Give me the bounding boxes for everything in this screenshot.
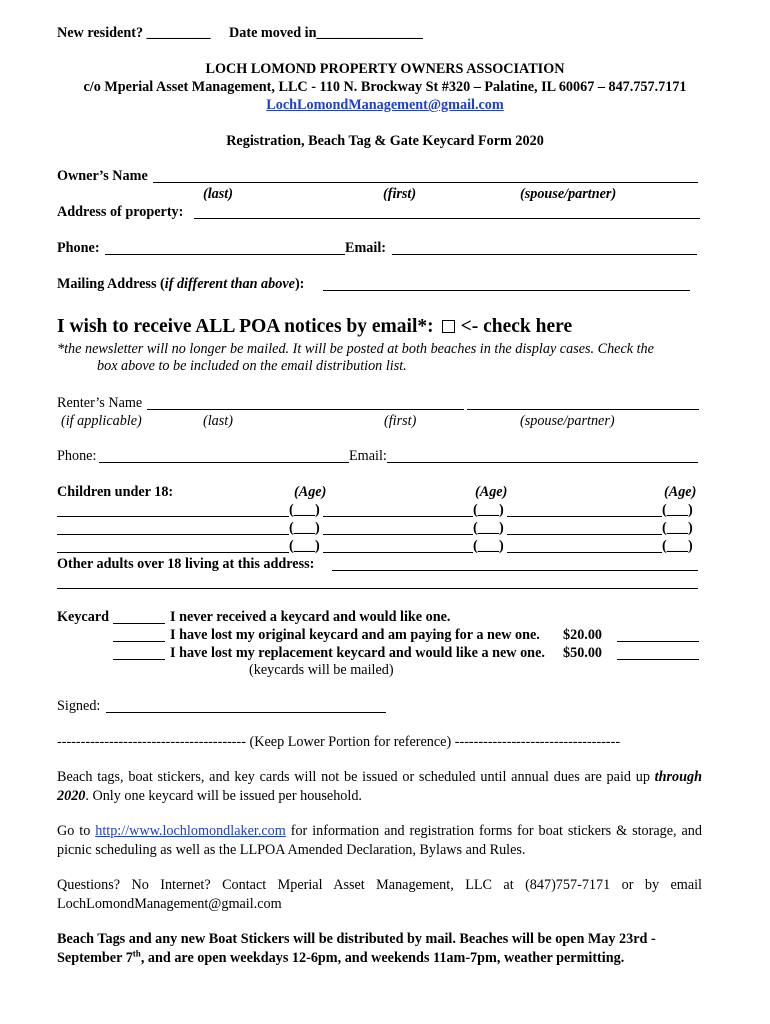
form-title: Registration, Beach Tag & Gate Keycard Form 2020	[226, 133, 544, 149]
child-age-field[interactable]: (___)	[662, 502, 693, 518]
child-name-field[interactable]	[57, 534, 289, 535]
child-age-field[interactable]: (___)	[289, 538, 320, 554]
keycard-amount-2-field[interactable]	[617, 641, 699, 642]
child-age-field[interactable]: (___)	[473, 502, 504, 518]
new-resident-field[interactable]: New resident? _________	[57, 25, 211, 41]
beach-hours-paragraph: Beach Tags and any new Boat Stickers will be distributed by mail. Beaches will be open May 23rd - September 7th, and are open weekdays 12-6pm, and weekends 11am-7pm, weather permitting.	[57, 931, 656, 966]
other-adults-field-2[interactable]	[57, 588, 698, 589]
age-header-2: (Age)	[475, 484, 508, 500]
other-adults-label: Other adults over 18 living at this address:	[57, 556, 315, 572]
dues-paragraph: Beach tags, boat stickers, and key cards will not be issued or scheduled until annual dues are paid up through 2020. Only one keycard will be issued per household.	[57, 769, 702, 804]
child-age-field[interactable]: (___)	[289, 520, 320, 536]
child-name-field[interactable]	[507, 534, 662, 535]
age-header-1: (Age)	[294, 484, 327, 500]
renter-email-field[interactable]	[387, 462, 698, 463]
renter-name-field[interactable]	[147, 409, 464, 410]
keycard-option-3: I have lost my replacement keycard and would like a new one.	[170, 645, 545, 661]
child-name-field[interactable]	[323, 534, 473, 535]
owner-name-field[interactable]	[153, 182, 698, 183]
child-age-field[interactable]: (___)	[289, 502, 320, 518]
renter-email-label: Email:	[349, 448, 387, 464]
keycard-option-2-field[interactable]	[113, 641, 165, 642]
child-age-field[interactable]: (___)	[473, 538, 504, 554]
email-notice-heading: I wish to receive ALL POA notices by email*: <- check here	[57, 316, 573, 337]
renter-name-label: Renter’s Name	[57, 395, 143, 411]
org-name: LOCH LOMOND PROPERTY OWNERS ASSOCIATION	[205, 61, 565, 77]
owner-email-label: Email:	[345, 240, 386, 256]
mailing-label: Mailing Address (if different than above):	[57, 276, 305, 292]
renter-phone-label: Phone:	[57, 448, 97, 464]
child-age-field[interactable]: (___)	[662, 520, 693, 536]
owner-phone-label: Phone:	[57, 240, 100, 256]
email-note-line1: *the newsletter will no longer be mailed. It will be posted at both beaches in the display cases. Check the	[57, 341, 654, 357]
keycard-amount-3-field[interactable]	[617, 659, 699, 660]
child-name-field[interactable]	[507, 516, 662, 517]
renter-sub-first: (first)	[384, 413, 417, 429]
keycard-option-3-field[interactable]	[113, 659, 165, 660]
address-field[interactable]	[194, 218, 700, 219]
owner-sub-first: (first)	[383, 186, 417, 202]
email-notice-checkbox[interactable]	[442, 320, 455, 333]
owner-sub-spouse: (spouse/partner)	[520, 186, 617, 202]
owner-name-label: Owner’s Name	[57, 168, 148, 184]
questions-paragraph: Questions? No Internet? Contact Mperial Asset Management, LLC at (847)757-7171 or by email LochLomondManagement@gmail.com	[57, 877, 702, 912]
email-note-line2: box above to be included on the email distribution list.	[97, 358, 407, 374]
other-adults-field[interactable]	[332, 570, 698, 571]
child-name-field[interactable]	[507, 552, 662, 553]
keycard-note: (keycards will be mailed)	[249, 662, 394, 678]
keep-lower-divider: ---------------------------------------- (Keep Lower Portion for reference) -----------------------------------	[57, 734, 621, 750]
renter-sub-spouse: (spouse/partner)	[520, 413, 615, 429]
keycard-price-3: $50.00	[563, 645, 603, 661]
website-paragraph: Go to http://www.lochlomondlaker.com for information and registration forms for boat stickers & storage, and picnic scheduling as well as the LLPOA Amended Declaration, Bylaws and Rules.	[57, 823, 702, 858]
owner-phone-field[interactable]	[105, 254, 345, 255]
child-name-field[interactable]	[323, 516, 473, 517]
mailing-field[interactable]	[323, 290, 690, 291]
keycard-label: Keycard	[57, 609, 110, 625]
org-address: c/o Mperial Asset Management, LLC - 110 N. Brockway St #320 – Palatine, IL 60067 – 847.757.7171	[83, 79, 687, 95]
age-header-3: (Age)	[664, 484, 697, 500]
date-moved-field[interactable]: Date moved in_______________	[229, 25, 423, 41]
org-email-link[interactable]: LochLomondManagement@gmail.com	[266, 97, 504, 113]
child-age-field[interactable]: (___)	[662, 538, 693, 554]
keycard-option-1-field[interactable]	[113, 623, 165, 624]
owner-email-field[interactable]	[392, 254, 697, 255]
child-age-field[interactable]: (___)	[473, 520, 504, 536]
website-link[interactable]: http://www.lochlomondlaker.com	[95, 823, 286, 839]
child-name-field[interactable]	[323, 552, 473, 553]
signed-label: Signed:	[57, 698, 101, 714]
owner-sub-last: (last)	[203, 186, 233, 202]
renter-if-applicable: (if applicable)	[61, 413, 142, 429]
child-name-field[interactable]	[57, 552, 289, 553]
children-label: Children under 18:	[57, 484, 174, 500]
renter-spouse-field[interactable]	[467, 409, 699, 410]
address-label: Address of property:	[57, 204, 184, 220]
keycard-option-1: I never received a keycard and would like one.	[170, 609, 451, 625]
org-email-row	[0, 97, 770, 114]
signature-field[interactable]	[106, 712, 386, 713]
keycard-price-2: $20.00	[563, 627, 603, 643]
renter-sub-last: (last)	[203, 413, 233, 429]
child-name-field[interactable]	[57, 516, 289, 517]
keycard-option-2: I have lost my original keycard and am paying for a new one.	[170, 627, 540, 643]
renter-phone-field[interactable]	[99, 462, 349, 463]
